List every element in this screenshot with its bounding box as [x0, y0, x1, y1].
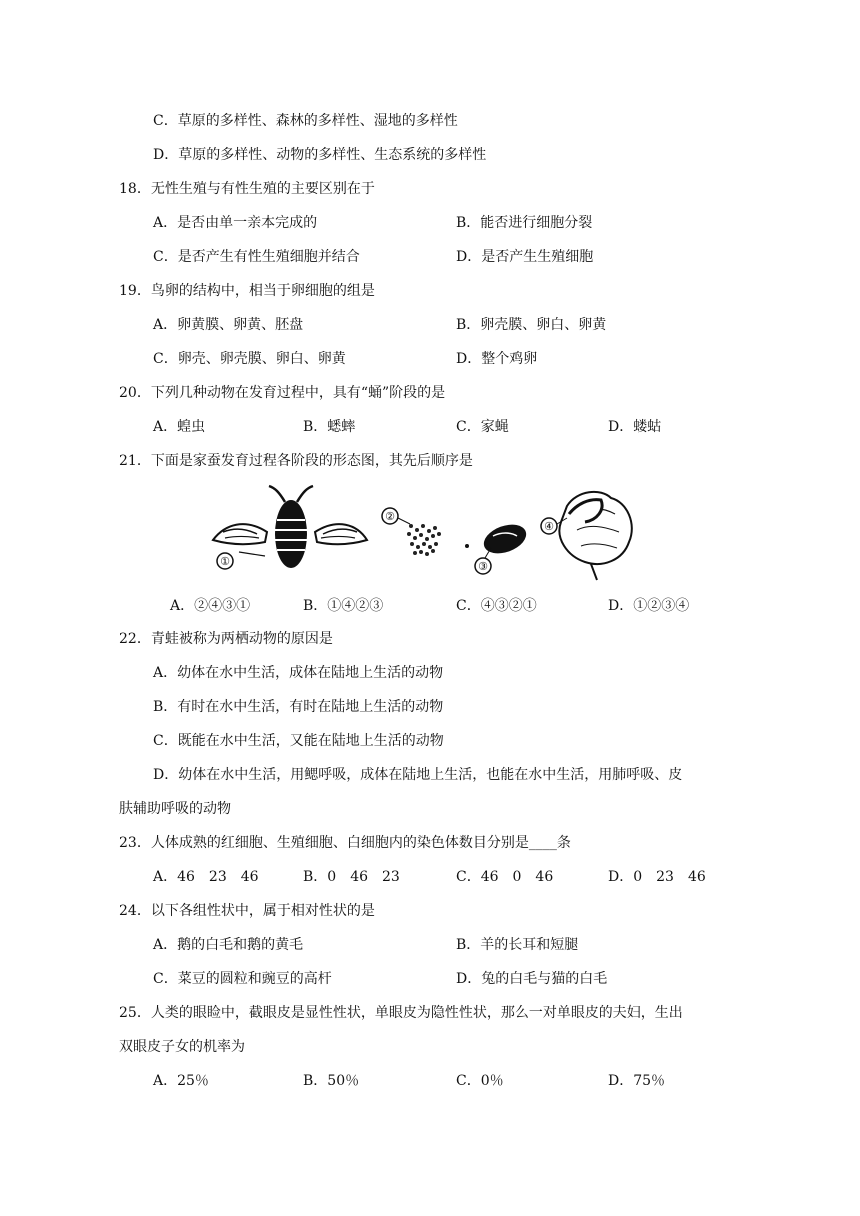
q18-option-d: D．是否产生生殖细胞	[456, 249, 594, 265]
q23-option-d: D．0 23 46	[608, 869, 706, 885]
q25-option-b: B．50％	[303, 1073, 360, 1089]
q24-option-d: D．兔的白毛与猫的白毛	[456, 971, 608, 987]
q22-option-b: B．有时在水中生活，有时在陆地上生活的动物	[153, 699, 444, 715]
q20-option-b: B．蟋蟀	[303, 419, 356, 435]
pupa-image	[465, 519, 530, 574]
q25-option-a: A．25％	[153, 1073, 209, 1089]
q19-option-b: B．卵壳膜、卵白、卵黄	[456, 317, 607, 333]
q25-stem-cont: 双眼皮子女的机率为	[119, 1039, 245, 1055]
label-4: ④	[544, 520, 554, 533]
q18-option-b: B．能否进行细胞分裂	[456, 215, 593, 231]
q22-option-a: A．幼体在水中生活，成体在陆地上生活的动物	[153, 665, 444, 681]
q23-option-c: C．46 0 46	[456, 869, 554, 885]
q19-stem: 19．鸟卵的结构中，相当于卵细胞的组是	[119, 283, 375, 299]
q25-option-c: C．0％	[456, 1073, 504, 1089]
q21-stem: 21．下面是家蚕发育过程各阶段的形态图，其先后顺序是	[119, 453, 473, 469]
q22-option-d: D．幼体在水中生活，用鳃呼吸，成体在陆地上生活，也能在水中生活，用肺呼吸、皮	[153, 767, 683, 783]
q25-stem: 25．人类的眼睑中，截眼皮是显性性状，单眼皮为隐性性状，那么一对单眼皮的夫妇，生出	[119, 1005, 683, 1021]
q21-option-d: D．①②③④	[608, 598, 690, 614]
q18-stem: 18．无性生殖与有性生殖的主要区别在于	[119, 181, 375, 197]
q18-option-c: C．是否产生有性生殖细胞并结合	[153, 249, 360, 265]
q17-option-d: D．草原的多样性、动物的多样性、生态系统的多样性	[153, 147, 487, 163]
q17-option-c: C．草原的多样性、森林的多样性、湿地的多样性	[153, 113, 458, 129]
q24-option-b: B．羊的长耳和短腿	[456, 937, 579, 953]
q23-option-b: B．0 46 23	[303, 869, 400, 885]
q19-option-a: A．卵黄膜、卵黄、胚盘	[153, 317, 304, 333]
q24-option-c: C．菜豆的圆粒和豌豆的高杆	[153, 971, 332, 987]
label-3: ③	[478, 560, 488, 573]
label-1: ①	[220, 555, 230, 568]
q24-option-a: A．鹅的白毛和鹅的黄毛	[153, 937, 304, 953]
q21-option-a: A．②④③①	[170, 598, 251, 614]
q23-option-a: A．46 23 46	[153, 869, 259, 885]
q22-option-d-cont: 肤辅助呼吸的动物	[119, 801, 231, 817]
q20-stem: 20．下列几种动物在发育过程中，具有“蛹”阶段的是	[119, 385, 446, 401]
q20-option-a: A．蝗虫	[153, 419, 206, 435]
label-2: ②	[385, 510, 395, 523]
larva-on-leaf-image	[541, 492, 632, 580]
q20-option-d: D．蝼蛄	[608, 419, 662, 435]
q19-option-c: C．卵壳、卵壳膜、卵白、卵黄	[153, 351, 346, 367]
moth-image	[213, 486, 367, 569]
q19-option-d: D．整个鸡卵	[456, 351, 538, 367]
q22-option-c: C．既能在水中生活，又能在陆地上生活的动物	[153, 733, 444, 749]
q24-stem: 24．以下各组性状中，属于相对性状的是	[119, 903, 375, 919]
q22-stem: 22．青蛙被称为两栖动物的原因是	[119, 631, 333, 647]
q25-option-d: D．75％	[608, 1073, 666, 1089]
q21-option-c: C．④③②①	[456, 598, 537, 614]
q20-option-c: C．家蝇	[456, 419, 509, 435]
q23-stem: 23．人体成熟的红细胞、生殖细胞、白细胞内的染色体数目分别是____条	[119, 835, 571, 851]
silkworm-lifecycle-figure	[205, 484, 645, 584]
eggs-image	[382, 508, 441, 556]
q21-option-b: B．①④②③	[303, 598, 384, 614]
q18-option-a: A．是否由单一亲本完成的	[153, 215, 318, 231]
